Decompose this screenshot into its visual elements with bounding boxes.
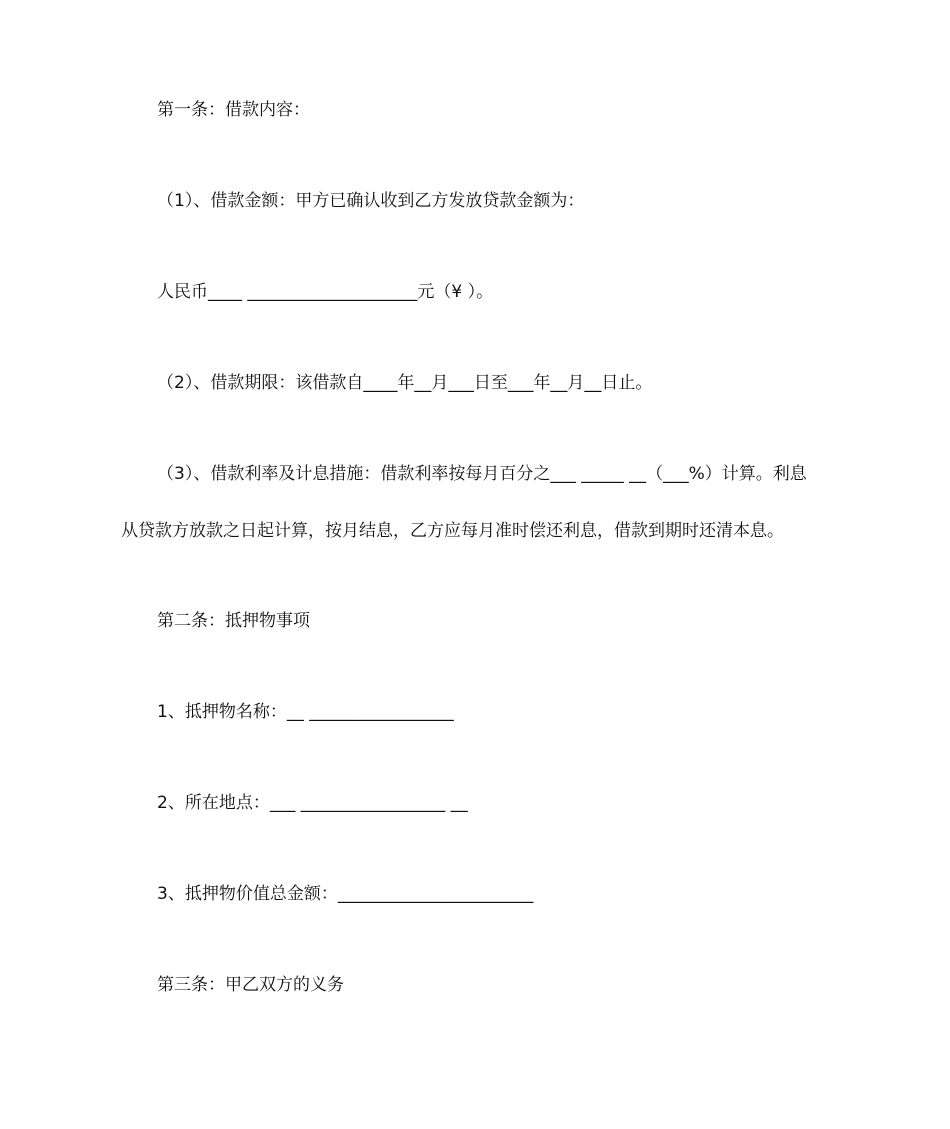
interest-rate-continued: 从贷款方放款之日起计算，按月结息，乙方应每月准时偿还利息，借款到期时还清本息。 — [121, 521, 784, 541]
article-1-heading: 第一条：借款内容： — [157, 100, 310, 120]
collateral-name-field: 1、抵押物名称：__ _________________ — [157, 702, 454, 722]
collateral-value-field: 3、抵押物价值总金额：_______________________ — [157, 884, 534, 904]
collateral-location-field: 2、所在地点：___ _________________ __ — [157, 793, 468, 813]
interest-rate-clause: （3）、借款利率及计息措施：借款利率按每月百分之___ _____ __（___%）计算。利息 — [157, 464, 807, 484]
loan-term-clause: （2）、借款期限：该借款自____年__月___日至___年__月__日止。 — [157, 373, 653, 393]
article-2-heading: 第二条：抵押物事项 — [157, 611, 310, 631]
loan-amount-clause: （1）、借款金额：甲方已确认收到乙方发放贷款金额为： — [157, 191, 585, 211]
rmb-amount-line: 人民币____ ____________________元（¥ ）。 — [157, 282, 494, 302]
article-3-heading: 第三条：甲乙双方的义务 — [157, 975, 344, 995]
